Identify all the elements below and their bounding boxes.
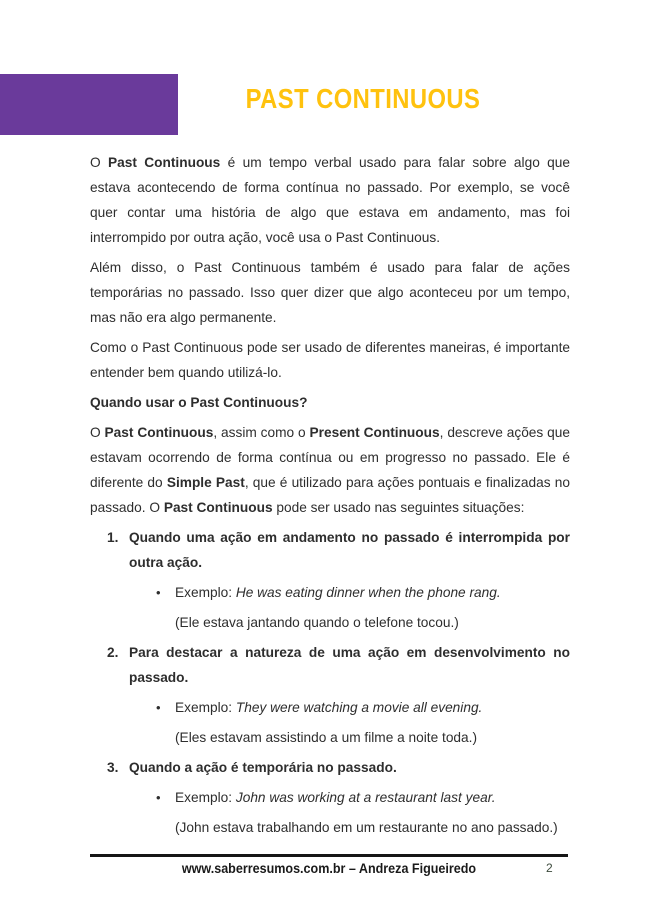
footer-rule: [90, 854, 568, 857]
example-label: Exemplo:: [175, 790, 236, 805]
paragraph-usage: [90, 420, 570, 520]
list-item-heading: Quando a ação é temporária no passado.: [129, 760, 397, 775]
footer-credit: www.saberresumos.com.br – Andreza Figueiredo: [181, 861, 477, 876]
list-item: [90, 640, 570, 690]
paragraph-text: , que é utilizado para ações pontuais e finalizadas no passado. O: [90, 475, 570, 515]
list-item: [90, 525, 570, 575]
example-label: Exemplo:: [175, 700, 236, 715]
document-body: [90, 150, 570, 845]
paragraph-text: O: [90, 155, 108, 170]
paragraph-text: , assim como o: [213, 425, 310, 440]
paragraph-text: O: [90, 425, 105, 440]
example-translation: (Eles estavam assistindo a um filme a noite toda.): [175, 730, 478, 745]
bullet-icon: •: [156, 585, 161, 600]
list-item: [90, 755, 570, 780]
page-title: PAST CONTINUOUS: [245, 83, 481, 114]
example-row: [90, 785, 570, 810]
bold-term: Past Continuous: [163, 500, 273, 515]
bold-term: Present Continuous: [309, 425, 440, 440]
list-item-heading: Quando uma ação em andamento no passado é interrompida por outra ação.: [129, 530, 570, 570]
paragraph-intro: [90, 150, 570, 250]
page-number: 2: [546, 861, 553, 875]
paragraph-text: é um tempo verbal usado para falar sobre algo que estava acontecendo de forma contínua no passado. Por exemplo, se você quer contar uma história de algo que estava em andamento, mas foi interrompido por outra ação, você usa o Past Continuous.: [90, 155, 570, 245]
bullet-icon: •: [156, 700, 161, 715]
bold-term: Simple Past: [166, 475, 245, 490]
bold-term: Past Continuous: [108, 155, 221, 170]
list-number: 2.: [107, 645, 119, 660]
list-number: 1.: [107, 530, 119, 545]
paragraph-text: pode ser usado nas seguintes situações:: [272, 500, 525, 515]
list-number: 3.: [107, 760, 119, 775]
bullet-icon: •: [156, 790, 161, 805]
example-sentence: They were watching a movie all evening.: [235, 700, 483, 715]
section-heading: Quando usar o Past Continuous?: [90, 395, 308, 410]
example-sentence: He was eating dinner when the phone rang.: [235, 585, 501, 600]
example-label: Exemplo:: [175, 585, 236, 600]
purple-accent-bar: [0, 74, 178, 135]
paragraph-importance: Como o Past Continuous pode ser usado de diferentes maneiras, é importante entender bem quando utilizá-lo.: [90, 340, 570, 380]
example-row: [90, 695, 570, 720]
example-sentence: John was working at a restaurant last year.: [235, 790, 496, 805]
bold-term: Past Continuous: [104, 425, 214, 440]
list-item-heading: Para destacar a natureza de uma ação em desenvolvimento no passado.: [129, 645, 570, 685]
example-row: [90, 580, 570, 605]
paragraph-text: , descreve ações que estavam ocorrendo de forma contínua ou em progresso no passado. Ele é diferente do: [90, 425, 570, 490]
paragraph-temporary-actions: Além disso, o Past Continuous também é usado para falar de ações temporárias no passado. Isso quer dizer que algo aconteceu por um tempo, mas não era algo permanente.: [90, 260, 570, 325]
example-translation: (Ele estava jantando quando o telefone tocou.): [175, 615, 459, 630]
example-translation: (John estava trabalhando em um restaurante no ano passado.): [175, 820, 558, 835]
